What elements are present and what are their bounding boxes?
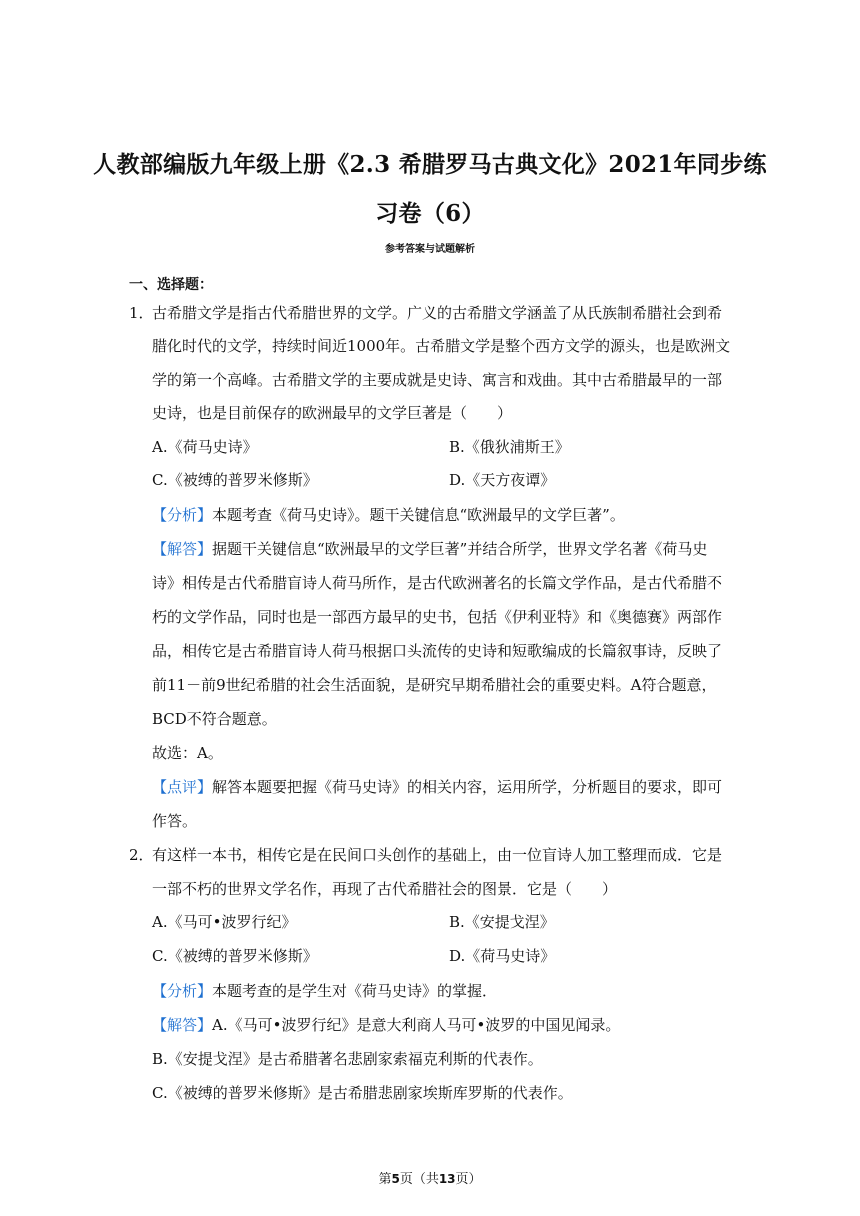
question-stem-line: 史诗，也是目前保存的欧洲最早的文学巨著是（ ） (152, 404, 513, 422)
page-title-line-1: 人教部编版九年级上册《2.3 希腊罗马古典文化》2021年同步练 (93, 151, 767, 178)
question-stem-line: 有这样一本书，相传它是在民间口头创作的基础上，由一位盲诗人加工整理而成．它是 (152, 846, 723, 864)
footer-total-pages: 13 (438, 1172, 456, 1186)
comment-line (152, 777, 722, 797)
analysis-tag: 【分析】 (152, 506, 213, 524)
question-stem-line: 学的第一个高峰。古希腊文学的主要成就是史诗、寓言和戏曲。其中古希腊最早的一部 (152, 371, 723, 389)
analysis-text: 本题考查《荷马史诗》。题干关键信息“欧洲最早的文学巨著”。 (212, 506, 625, 524)
answer-line: C.《被缚的普罗米修斯》是古希腊悲剧家埃斯库罗斯的代表作。 (152, 1084, 573, 1102)
answer-line: BCD不符合题意。 (152, 710, 277, 728)
answer-line (152, 539, 707, 559)
answer-tag: 【解答】 (152, 1016, 213, 1034)
footer-suffix: 页） (455, 1172, 482, 1187)
question-number: 1． (129, 304, 154, 322)
page-subtitle: 参考答案与试题解析 (385, 244, 475, 255)
question-stem-line: 一部不朽的世界文学名作，再现了古代希腊社会的图景．它是（ ） (152, 880, 618, 898)
option-d: D.《天方夜谭》 (449, 471, 556, 489)
question-stem-line: 古希腊文学是指古代希腊世界的文学。广义的古希腊文学涵盖了从氏族制希腊社会到希 (152, 304, 723, 322)
answer-line: 品，相传它是古希腊盲诗人荷马根据口头流传的史诗和短歌编成的长篇叙事诗，反映了 (152, 642, 723, 660)
footer-prefix: 第 (378, 1172, 392, 1187)
footer-middle: 页（共 (399, 1172, 439, 1187)
answer-line: 朽的文学作品，同时也是一部西方最早的史书，包括《伊利亚特》和《奥德赛》两部作 (152, 608, 723, 626)
section-heading: 一、选择题： (129, 277, 213, 293)
answer-line: 诗》相传是古代希腊盲诗人荷马所作，是古代欧洲著名的长篇文学作品，是古代希腊不 (152, 574, 723, 592)
choice-line: 故选：A。 (152, 744, 223, 762)
comment-tag: 【点评】 (152, 778, 213, 796)
option-d: D.《荷马史诗》 (449, 947, 556, 965)
option-c: C.《被缚的普罗米修斯》 (152, 471, 318, 489)
question-number: 2． (129, 846, 154, 864)
answer-line: B.《安提戈涅》是古希腊著名悲剧家索福克利斯的代表作。 (152, 1050, 543, 1068)
question-stem-line: 腊化时代的文学，持续时间近1000年。古希腊文学是整个西方文学的源头，也是欧洲文 (152, 337, 731, 355)
analysis-line (152, 505, 625, 525)
option-c: C.《被缚的普罗米修斯》 (152, 947, 318, 965)
option-a: A.《荷马史诗》 (152, 438, 258, 456)
option-a: A.《马可•波罗行纪》 (152, 913, 297, 931)
answer-line (152, 1015, 620, 1035)
answer-line: 前11－前9世纪希腊的社会生活面貌，是研究早期希腊社会的重要史料。A符合题意， (152, 676, 717, 694)
analysis-text: 本题考查的是学生对《荷马史诗》的掌握． (212, 982, 498, 1000)
comment-line: 作答。 (152, 812, 198, 830)
analysis-line (152, 981, 497, 1001)
page-title-line-2: 习卷（6） (375, 200, 485, 227)
option-b: B.《安提戈涅》 (449, 913, 555, 931)
answer-tag: 【解答】 (152, 540, 213, 558)
answer-text: 据题干关键信息“欧洲最早的文学巨著”并结合所学，世界文学名著《荷马史 (212, 540, 708, 558)
page-footer (0, 1168, 860, 1187)
footer-page-number: 5 (391, 1172, 400, 1186)
option-b: B.《俄狄浦斯王》 (449, 438, 570, 456)
comment-text: 解答本题要把握《荷马史诗》的相关内容，运用所学，分析题目的要求，即可 (212, 778, 723, 796)
analysis-tag: 【分析】 (152, 982, 213, 1000)
answer-text: A.《马可•波罗行纪》是意大利商人马可•波罗的中国见闻录。 (212, 1016, 621, 1034)
